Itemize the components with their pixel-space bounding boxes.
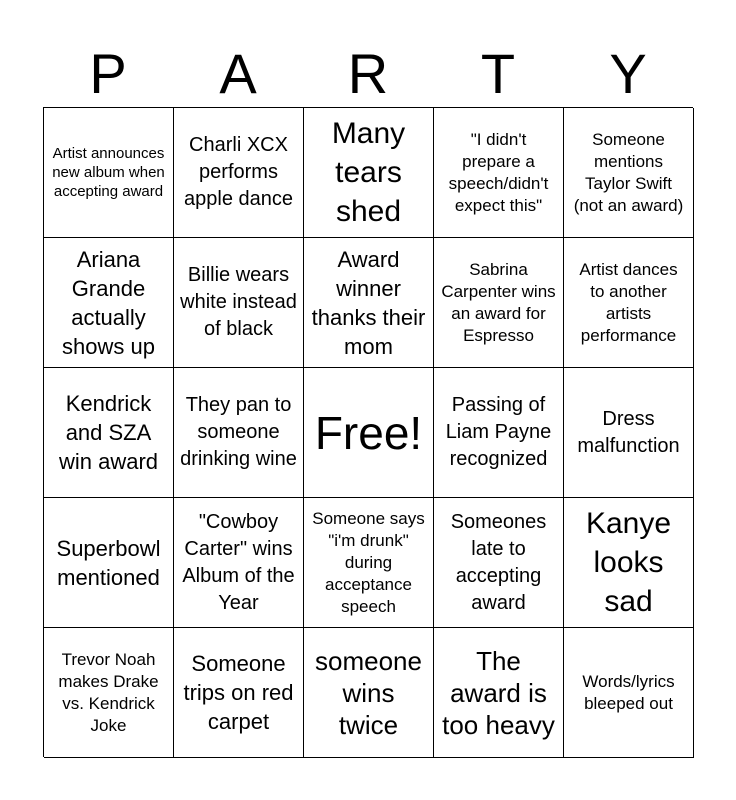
bingo-cell[interactable] xyxy=(304,108,434,238)
bingo-cell[interactable] xyxy=(304,498,434,628)
header-letter-y: Y xyxy=(609,42,647,105)
bingo-cell[interactable] xyxy=(434,628,564,758)
cell-text: Kendrick and SZA win award xyxy=(58,391,159,474)
bingo-cell[interactable] xyxy=(434,108,564,238)
bingo-cell[interactable] xyxy=(44,238,174,368)
bingo-cell[interactable] xyxy=(564,628,694,758)
header-letter-p: P xyxy=(89,42,127,105)
cell-text: Dress malfunction xyxy=(577,407,680,457)
cell-text: Someones late to accepting award xyxy=(450,510,547,614)
bingo-cell[interactable] xyxy=(174,368,304,498)
bingo-cell[interactable] xyxy=(44,108,174,238)
cell-text: Sabrina Carpenter wins an award for Espresso xyxy=(441,259,556,345)
bingo-cell[interactable] xyxy=(434,498,564,628)
cell-text: Kanye looks sad xyxy=(585,507,672,618)
bingo-cell[interactable] xyxy=(564,108,694,238)
cell-text: Artist announces new album when accepting award xyxy=(52,145,165,200)
bingo-cell[interactable] xyxy=(44,368,174,498)
cell-text: someone wins twice xyxy=(315,645,422,740)
cell-text: Free! xyxy=(314,406,423,459)
bingo-cell[interactable] xyxy=(304,628,434,758)
cell-text: "I didn't prepare a speech/didn't expect this" xyxy=(448,129,549,215)
bingo-cell[interactable] xyxy=(174,498,304,628)
cell-text: Words/lyrics bleeped out xyxy=(582,671,675,713)
bingo-cell[interactable] xyxy=(174,238,304,368)
bingo-cell[interactable] xyxy=(174,628,304,758)
cell-text: Someone trips on red carpet xyxy=(183,651,294,734)
cell-text: Artist dances to another artists performance xyxy=(579,259,678,345)
free-space-cell[interactable] xyxy=(304,368,434,498)
cell-text: Someone mentions Taylor Swift (not an award) xyxy=(573,129,684,215)
bingo-cell[interactable] xyxy=(174,108,304,238)
cell-text: Superbowl mentioned xyxy=(56,535,161,590)
bingo-cell[interactable] xyxy=(44,628,174,758)
cell-text: They pan to someone drinking wine xyxy=(180,394,297,470)
cell-text: The award is too heavy xyxy=(442,645,555,740)
cell-text: "Cowboy Carter" wins Album of the Year xyxy=(182,510,295,614)
bingo-cell[interactable] xyxy=(434,238,564,368)
bingo-cell[interactable] xyxy=(564,238,694,368)
cell-text: Billie wears white instead of black xyxy=(180,264,297,340)
bingo-cell[interactable] xyxy=(434,368,564,498)
cell-text: Passing of Liam Payne recognized xyxy=(445,394,552,470)
cell-text: Many tears shed xyxy=(331,117,406,228)
bingo-cell[interactable] xyxy=(564,368,694,498)
cell-text: Charli XCX performs apple dance xyxy=(184,134,293,210)
cell-text: Trevor Noah makes Drake vs. Kendrick Joke xyxy=(58,649,159,735)
header-letter-a: A xyxy=(219,42,257,105)
cell-text: Someone says "i'm drunk" during acceptance speech xyxy=(312,508,425,616)
cell-text: Ariana Grande actually shows up xyxy=(62,246,155,359)
header-letter-t: T xyxy=(480,42,516,105)
bingo-cell[interactable] xyxy=(564,498,694,628)
bingo-board xyxy=(43,107,693,757)
bingo-header xyxy=(43,40,693,108)
bingo-cell[interactable] xyxy=(304,238,434,368)
cell-text: Award winner thanks their mom xyxy=(311,246,426,359)
header-letter-r: R xyxy=(347,42,389,105)
bingo-cell[interactable] xyxy=(44,498,174,628)
